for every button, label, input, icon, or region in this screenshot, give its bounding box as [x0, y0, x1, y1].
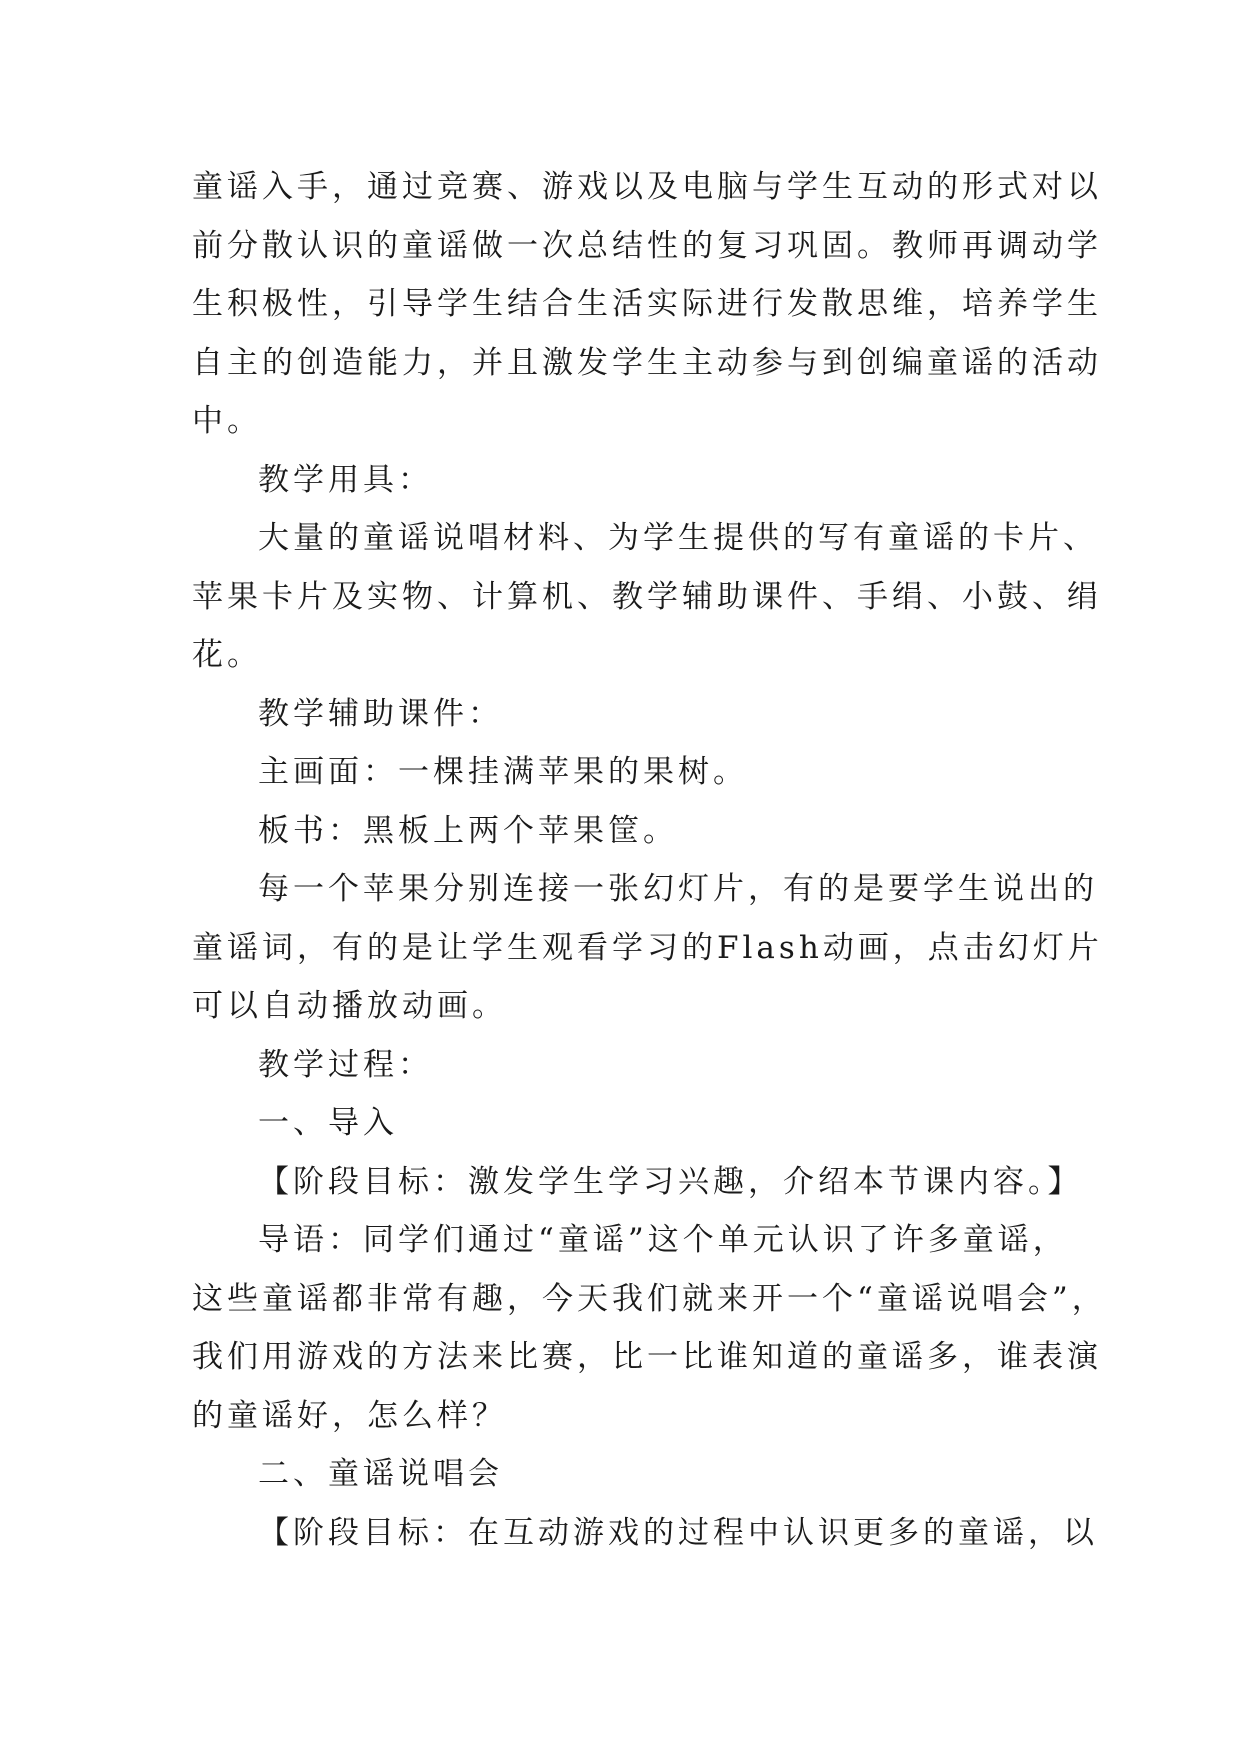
document-body	[192, 158, 1107, 1562]
paragraph-blackboard	[192, 802, 1052, 861]
heading-teaching-process	[192, 1036, 1052, 1095]
text-line: 一、导入	[258, 1105, 398, 1141]
paragraph-intro-continued	[192, 158, 1102, 451]
text-line: 大量的童谣说唱材料、为学生提供的写有童谣的卡片、	[258, 520, 1098, 556]
text-line: 教学用具：	[258, 461, 433, 498]
text-line: 二、童谣说唱会	[258, 1456, 503, 1492]
text-line: 花。	[192, 637, 262, 673]
paragraph-teaching-tools	[192, 509, 1102, 685]
text-line: 【阶段目标：在互动游戏的过程中认识更多的童谣，以	[258, 1514, 1098, 1551]
stage-goal-introduction	[192, 1153, 1083, 1212]
text-line: 导语：同学们通过“童谣”这个单元认识了许多童谣，	[258, 1222, 1068, 1258]
text-line: 生积极性，引导学生结合生活实际进行发散思维，培养学生	[192, 286, 1102, 322]
text-line: 教学辅助课件：	[258, 695, 503, 732]
text-line: 【阶段目标：激发学生学习兴趣，介绍本节课内容。】	[258, 1163, 1083, 1200]
heading-courseware	[192, 685, 1052, 744]
text-line: 自主的创造能力，并且激发学生主动参与到创编童谣的活动	[192, 344, 1102, 381]
heading-teaching-tools	[192, 451, 1052, 510]
section-heading-introduction	[192, 1094, 1052, 1153]
paragraph-main-screen	[192, 743, 1052, 802]
text-line: 可以自动播放动画。	[192, 988, 507, 1024]
text-line: 的童谣好，怎么样？	[192, 1397, 507, 1434]
paragraph-lead-in	[192, 1211, 1107, 1445]
text-line: 这些童谣都非常有趣，今天我们就来开一个“童谣说唱会”，	[192, 1280, 1107, 1317]
paragraph-slides	[192, 860, 1103, 1036]
stage-goal-rhyme-show	[192, 1504, 1098, 1563]
text-line: 苹果卡片及实物、计算机、教学辅助课件、手绢、小鼓、绢	[192, 578, 1102, 615]
text-line: 童谣入手，通过竞赛、游戏以及电脑与学生互动的形式对以	[192, 169, 1102, 205]
text-line: 主画面：一棵挂满苹果的果树。	[258, 754, 748, 790]
text-line: 中。	[192, 403, 262, 439]
text-line: 每一个苹果分别连接一张幻灯片，有的是要学生说出的	[258, 871, 1098, 907]
text-line: 前分散认识的童谣做一次总结性的复习巩固。教师再调动学	[192, 227, 1102, 264]
text-line: 板书：黑板上两个苹果筐。	[258, 812, 678, 849]
text-line: 童谣词，有的是让学生观看学习的Flash动画，点击幻灯片	[192, 929, 1103, 966]
text-line: 教学过程：	[258, 1046, 433, 1083]
section-heading-rhyme-show	[192, 1445, 1052, 1504]
text-line: 我们用游戏的方法来比赛，比一比谁知道的童谣多，谁表演	[192, 1339, 1102, 1375]
